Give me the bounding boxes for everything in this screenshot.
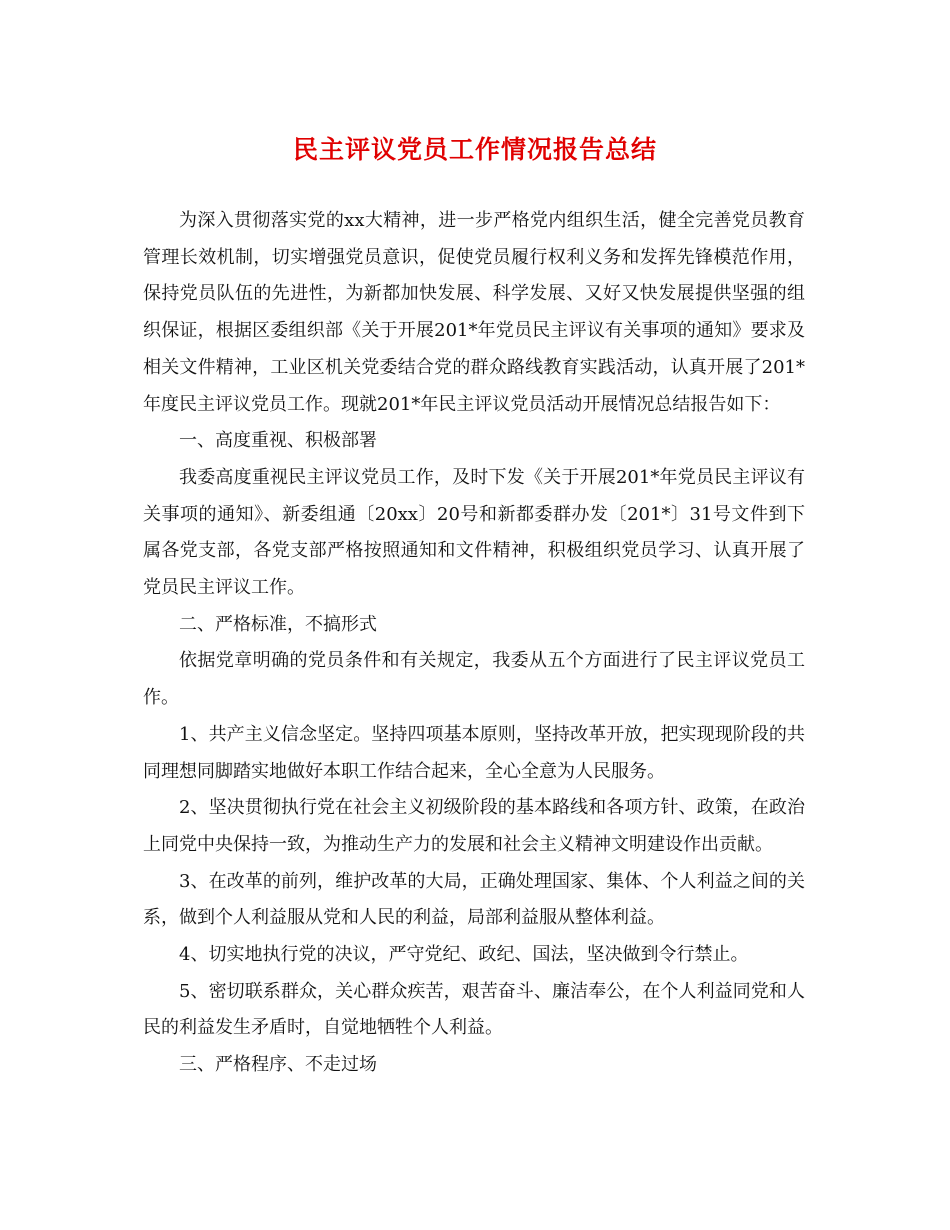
list-item-1: 1、共产主义信念坚定。坚持四项基本原则，坚持改革开放，把实现现阶段的共同理想同脚踏实地做好本职工作结合起来，全心全意为人民服务。	[143, 723, 805, 782]
list-item-3: 3、在改革的前列，维护改革的大局，正确处理国家、集体、个人利益之间的关系，做到个人利益服从党和人民的利益，局部利益服从整体利益。	[143, 870, 805, 929]
heading-section-2: 二、严格标准，不搞形式	[179, 613, 377, 635]
list-item-4: 4、切实地执行党的决议，严守党纪、政纪、国法，坚决做到令行禁止。	[179, 944, 749, 966]
paragraph-intro: 为深入贯彻落实党的xx大精神，进一步严格党内组织生活，健全完善党员教育管理长效机制，切实增强党员意识，促使党员履行权利义务和发挥先锋模范作用，保持党员队伍的先进性，为新都加快发展、科学发展、又好又快发展提供坚强的组织保证，根据区委组织部《关于开展201*年党员民主评议有关事项的通知》要求及相关文件精神，工业区机关党委结合党的群众路线教育实践活动，认真开展了201*年度民主评议党员工作。现就201*年民主评议党员活动开展情况总结报告如下：	[143, 210, 805, 415]
paragraph-section-2: 依据党章明确的党员条件和有关规定，我委从五个方面进行了民主评议党员工作。	[143, 650, 805, 709]
document-body	[143, 203, 805, 1084]
document-title: 民主评议党员工作情况报告总结	[292, 135, 657, 164]
paragraph-section-1: 我委高度重视民主评议党员工作，及时下发《关于开展201*年党员民主评议有关事项的通知》、新委组通〔20xx〕20号和新都委群办发〔201*〕31号文件到下属各党支部，各党支部严格按照通知和文件精神，积极组织党员学习、认真开展了党员民主评议工作。	[143, 466, 805, 599]
list-item-2: 2、坚决贯彻执行党在社会主义初级阶段的基本路线和各项方针、政策，在政治上同党中央保持一致，为推动生产力的发展和社会主义精神文明建设作出贡献。	[143, 797, 805, 855]
list-item-5: 5、密切联系群众，关心群众疾苦，艰苦奋斗、廉洁奉公，在个人利益同党和人民的利益发生矛盾时，自觉地牺牲个人利益。	[143, 980, 805, 1039]
heading-section-1: 一、高度重视、积极部署	[179, 430, 377, 452]
heading-section-3: 三、严格程序、不走过场	[179, 1054, 377, 1076]
